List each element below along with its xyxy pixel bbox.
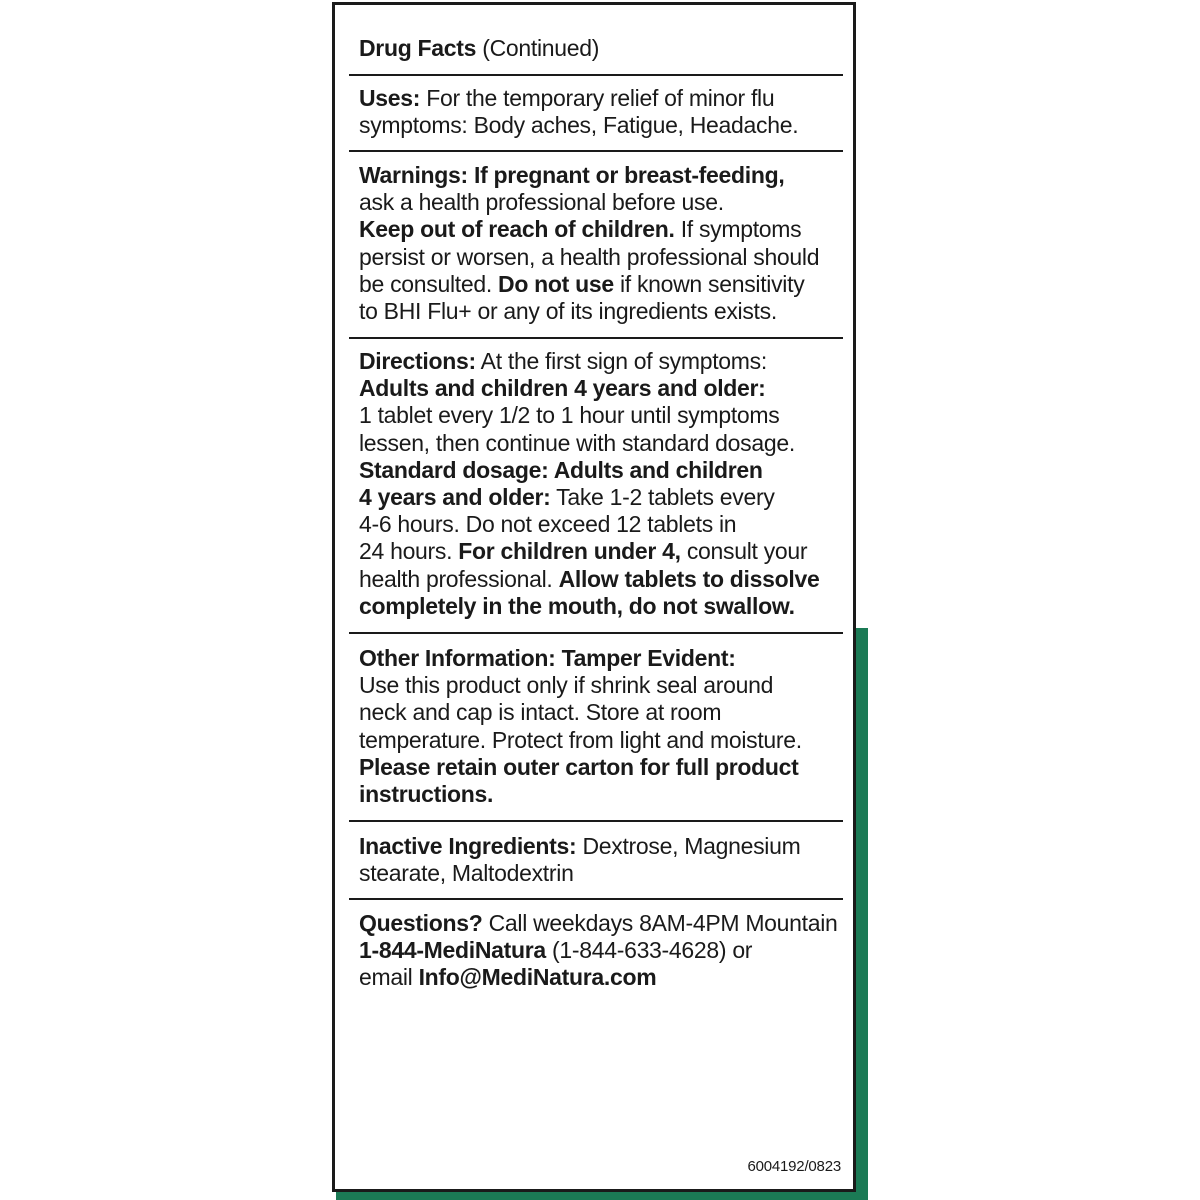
inactive-ingredients-section [359, 833, 839, 887]
questions-text-2: (1-844-633-4628) or email [359, 937, 753, 991]
directions-bold-1: Adults and children 4 years and older: [359, 375, 766, 402]
section-divider [349, 74, 843, 76]
uses-heading: Uses: [359, 85, 421, 111]
warnings-bold-3: Do not use [498, 270, 614, 297]
warnings-heading: Warnings: [359, 162, 468, 188]
questions-section [359, 910, 839, 992]
warnings-text-3: if known sensitivity to BHI Flu+ or any of its ingredients exists. [359, 270, 805, 325]
directions-text-1: At the first sign of symptoms: [480, 348, 767, 374]
section-divider [349, 337, 843, 339]
questions-heading: Questions? [359, 910, 483, 936]
section-divider [349, 898, 843, 900]
other-information-bold: Please retain outer carton for full product instructions. [359, 753, 799, 808]
directions-text-4: consult your health professional. [359, 538, 808, 592]
section-divider [349, 632, 843, 634]
questions-email: Info@MediNatura.com [418, 964, 657, 991]
inactive-ingredients-text: Dextrose, Magnesium stearate, Maltodextrin [359, 833, 801, 887]
directions-bold-4: Allow tablets to dissolve completely in the mouth, do not swallow. [359, 565, 820, 619]
warnings-section [359, 162, 839, 325]
other-information-section [359, 645, 839, 808]
other-information-text: Use this product only if shrink seal around neck and cap is intact. Store at room temperature. Protect from light and moisture. [359, 672, 802, 753]
title-rest: (Continued) [476, 35, 600, 61]
drug-facts-title [359, 35, 599, 62]
warnings-text-1: ask a health professional before use. [359, 189, 724, 216]
section-divider [349, 150, 843, 152]
directions-text-2: 1 tablet every 1/2 to 1 hour until symptoms lessen, then continue with standard dosage. [359, 402, 795, 456]
product-code: 6004192/0823 [747, 1158, 841, 1175]
warnings-text-2: If symptoms persist or worsen, a health professional should be consulted. [359, 216, 820, 297]
uses-text: For the temporary relief of minor flu symptoms: Body aches, Fatigue, Headache. [359, 85, 799, 139]
warnings-bold-2: Keep out of reach of children. [359, 216, 675, 243]
directions-bold-2: Standard dosage: Adults and children 4 years and older: [359, 456, 763, 511]
drug-facts-panel [332, 2, 856, 1192]
questions-text-1: Call weekdays 8AM-4PM Mountain [488, 910, 838, 936]
section-divider [349, 820, 843, 822]
uses-section [359, 85, 839, 139]
questions-phone: 1-844-MediNatura [359, 937, 546, 964]
directions-section [359, 348, 839, 620]
inactive-ingredients-heading: Inactive Ingredients: [359, 833, 577, 859]
directions-heading: Directions: [359, 348, 476, 374]
title-bold: Drug Facts [359, 35, 477, 61]
other-information-heading: Other Information: Tamper Evident: [359, 645, 736, 671]
warnings-bold-1: If pregnant or breast-feeding, [467, 162, 785, 188]
directions-bold-3: For children under 4, [458, 538, 681, 565]
directions-text-3: Take 1-2 tablets every 4-6 hours. Do not exceed 12 tablets in 24 hours. [359, 484, 775, 565]
